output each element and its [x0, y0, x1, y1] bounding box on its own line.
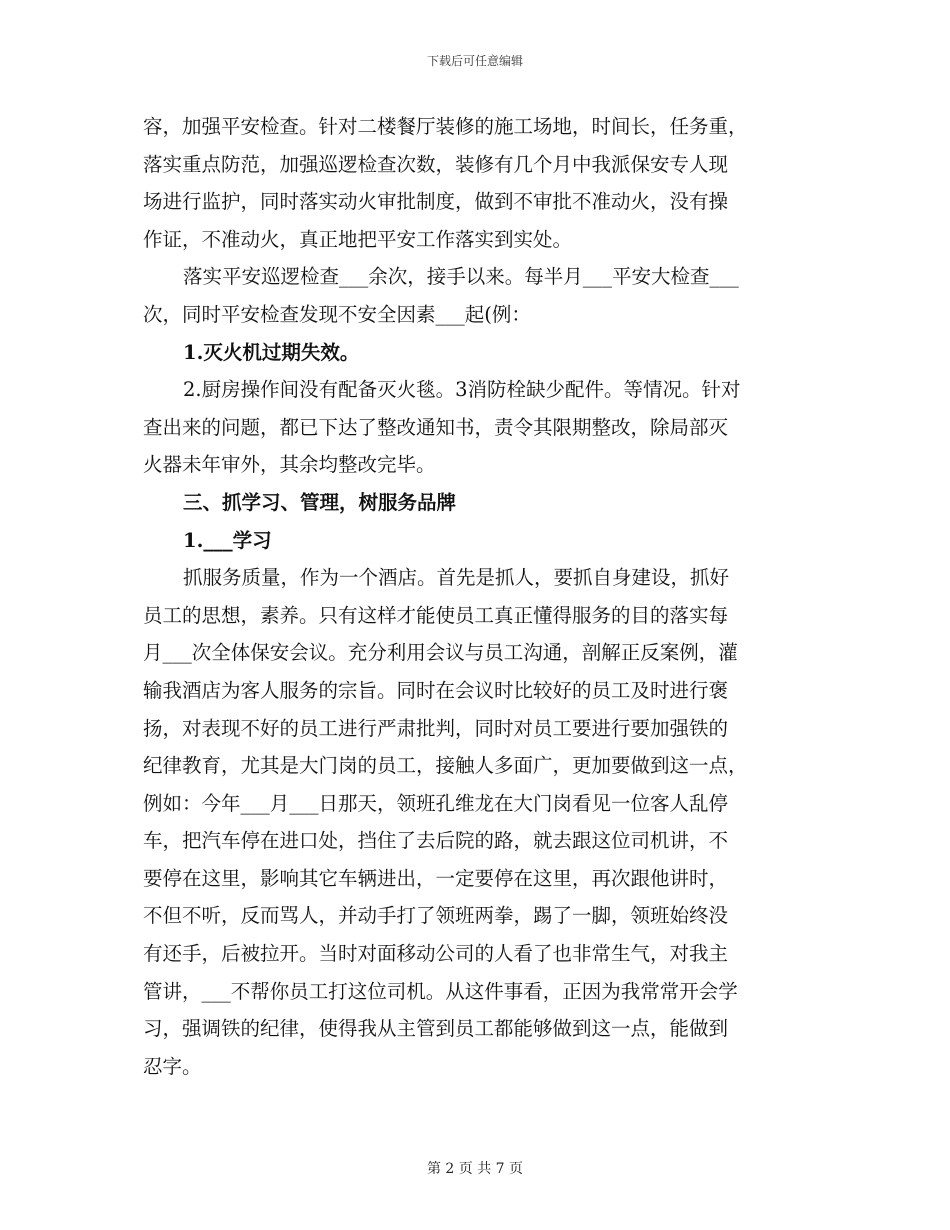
- subsection-heading: 1.___学习: [183, 528, 272, 552]
- body-line: 容，加强平安检查。针对二楼餐厅装修的施工场地，时间长，任务重，: [143, 115, 748, 138]
- body-line: 习，强调铁的纪律，使得我从主管到员工都能够做到这一点，能做到: [143, 1017, 729, 1041]
- body-line: 查出来的问题，都已下达了整改通知书，责令其限期整改，除局部灭: [143, 415, 729, 439]
- body-line: 管讲，___不帮你员工打这位司机。从这件事看，正因为我常常开会学: [143, 979, 738, 1003]
- section-heading: 三、抓学习、管理，树服务品牌: [183, 490, 457, 514]
- body-line: 作证，不准动火，真正地把平安工作落实到实处。: [143, 227, 573, 251]
- body-line: 纪律教育，尤其是大门岗的员工，接触人多面广，更加要做到这一点，: [143, 754, 748, 778]
- body-line: 次，同时平安检查发现不安全因素___起(例：: [143, 302, 531, 326]
- page-number: 第 2 页 共 7 页: [426, 1161, 524, 1177]
- paragraph-start-line: 抓服务质量，作为一个酒店。首先是抓人，要抓自身建设，抓好: [183, 566, 730, 590]
- body-line: 要停在这里，影响其它车辆进出，一定要停在这里，再次跟他讲时，: [143, 866, 729, 890]
- paragraph-start-line: 落实平安巡逻检查___余次，接手以来。每半月___平安大检查___: [183, 265, 739, 289]
- body-line: 月___次全体保安会议。充分利用会议与员工沟通，剖解正反案例，灌: [143, 641, 738, 665]
- body-line: 员工的思想，素养。只有这样才能使员工真正懂得服务的目的落实每: [143, 603, 729, 627]
- body-line: 不但不听，反而骂人，并动手打了领班两拳，踢了一脚，领班始终没: [143, 904, 729, 928]
- list-item-heading: 1.灭火机过期失效。: [183, 340, 360, 364]
- body-line: 火器未年审外，其余均整改完毕。: [143, 453, 436, 477]
- body-line: 车，把汽车停在进口处，挡住了去后院的路，就去跟这位司机讲，不: [143, 829, 729, 853]
- body-line: 忍字。: [143, 1054, 202, 1078]
- body-line: 场进行监护，同时落实动火审批制度，做到不审批不准动火，没有操: [143, 190, 729, 214]
- body-line: 例如：今年___月___日那天，领班孔维龙在大门岗看见一位客人乱停: [143, 791, 729, 815]
- paragraph-start-line: 2.厨房操作间没有配备灭火毯。3消防栓缺少配件。等情况。针对: [183, 378, 741, 402]
- document-body: [143, 108, 811, 1085]
- body-line: 扬，对表现不好的员工进行严肃批判，同时对员工要进行要加强铁的: [143, 716, 729, 740]
- body-line: 有还手，后被拉开。当时对面移动公司的人看了也非常生气，对我主: [143, 942, 729, 966]
- body-line: 输我酒店为客人服务的宗旨。同时在会议时比较好的员工及时进行褒: [143, 678, 729, 702]
- download-note: 下载后可任意编辑: [426, 54, 523, 68]
- body-line: 落实重点防范，加强巡逻检查次数，装修有几个月中我派保安专人现: [143, 152, 729, 176]
